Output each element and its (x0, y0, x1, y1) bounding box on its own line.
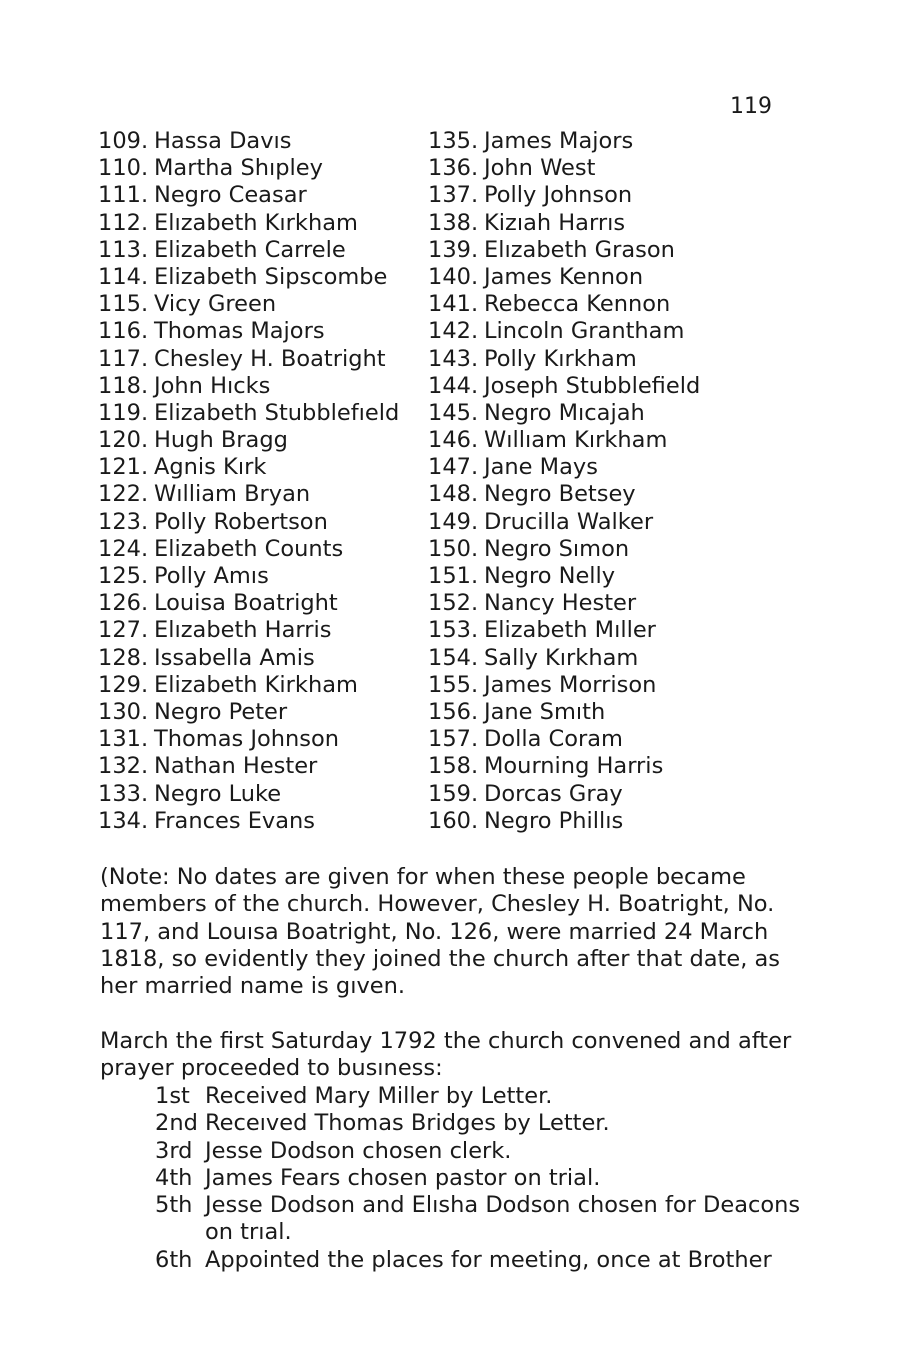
member-name: Nancy Hester (484, 590, 637, 617)
member-entry (428, 427, 700, 454)
member-number: 143. (428, 345, 479, 372)
member-number: 136. (428, 155, 479, 182)
member-entry (428, 182, 700, 209)
member-entry (428, 264, 700, 291)
member-number: 116. (98, 318, 149, 345)
minutes-ordinal: 3rd (155, 1137, 193, 1164)
minutes-item (155, 1083, 815, 1110)
member-number: 119. (98, 399, 149, 426)
member-name: Negro Peter (154, 698, 288, 725)
member-entry (428, 509, 700, 536)
member-number: 112. (98, 209, 149, 236)
member-entry (98, 509, 399, 536)
member-name: Hassa Davıs (154, 128, 292, 154)
member-name: Jane Smıth (484, 698, 606, 725)
member-name: Negro Ceasar (154, 182, 307, 209)
member-number: 126. (98, 590, 149, 617)
member-entry (98, 617, 399, 644)
member-number: 160. (428, 807, 479, 834)
member-number: 111. (98, 182, 149, 209)
member-name: Polly Johnson (484, 182, 633, 209)
member-entry (98, 536, 399, 563)
member-entry (428, 346, 700, 373)
member-number: 148. (428, 481, 479, 508)
member-entry (428, 481, 700, 508)
member-entry (428, 536, 700, 563)
member-number: 114. (98, 263, 149, 290)
member-number: 115. (98, 291, 149, 318)
member-number: 118. (98, 372, 149, 399)
member-number: 135. (428, 128, 479, 154)
member-name: Jane Mays (484, 454, 598, 481)
member-number: 125. (98, 563, 149, 589)
member-number: 151. (428, 563, 479, 589)
member-number: 140. (428, 263, 479, 290)
member-entry (98, 155, 399, 182)
member-number: 142. (428, 318, 479, 345)
minutes-text: Received Mary Miller by Letter. (205, 1083, 553, 1109)
member-entry (98, 427, 399, 454)
member-number: 127. (98, 617, 149, 644)
member-name: Negro Sımon (484, 535, 630, 562)
member-number: 138. (428, 209, 479, 236)
member-name: Elızabeth Harris (154, 617, 332, 644)
minutes-text: Jesse Dodson chosen clerk. (205, 1137, 512, 1164)
minutes-ordinal: 4th (155, 1164, 193, 1191)
member-entry (98, 264, 399, 291)
member-entry (428, 128, 700, 155)
member-entry (98, 210, 399, 237)
member-number: 150. (428, 535, 479, 562)
member-number: 158. (428, 753, 479, 780)
member-entry (98, 400, 399, 427)
member-name: John Hıcks (154, 372, 271, 399)
member-name: Hugh Bragg (154, 427, 288, 454)
member-name: John West (484, 155, 596, 182)
member-number: 147. (428, 454, 479, 481)
minutes-item (155, 1247, 815, 1274)
member-number: 121. (98, 454, 149, 481)
member-name: Chesley H. Boatright (154, 345, 386, 372)
member-name: Rebecca Kennon (484, 291, 671, 318)
member-name: Agnis Kırk (154, 454, 267, 481)
member-entry (428, 645, 700, 672)
member-entry (98, 645, 399, 672)
member-entry (428, 155, 700, 182)
member-name: Thomas Majors (154, 318, 325, 345)
member-number: 145. (428, 399, 479, 426)
minutes-item (155, 1165, 815, 1192)
member-name: Elizabeth Mıller (484, 617, 656, 644)
minutes-ordinal: 1st (155, 1083, 190, 1109)
member-name: Vicy Green (154, 291, 277, 318)
member-number: 123. (98, 508, 149, 535)
member-name: Dolla Coram (484, 726, 623, 753)
member-name: Elızabeth Grason (484, 236, 675, 263)
member-entry (98, 481, 399, 508)
member-name: Negro Mıcajah (484, 399, 645, 426)
member-entry (98, 699, 399, 726)
member-entry (98, 318, 399, 345)
member-name: Negro Betsey (484, 481, 636, 508)
member-name: Elızabeth Kırkham (154, 209, 358, 236)
minutes-list (155, 1083, 815, 1274)
member-name: Negro Luke (154, 780, 282, 807)
member-entry (98, 182, 399, 209)
member-name: Joseph Stubblefield (484, 372, 701, 399)
member-number: 130. (98, 698, 149, 725)
member-entry (98, 454, 399, 481)
member-number: 117. (98, 345, 149, 372)
member-name: James Majors (484, 128, 634, 154)
member-entry (428, 672, 700, 699)
member-entry (98, 726, 399, 753)
member-entry (98, 563, 399, 590)
member-name: Louisa Boatright (154, 590, 338, 617)
member-number: 159. (428, 780, 479, 807)
member-entry (428, 726, 700, 753)
member-entry (428, 563, 700, 590)
member-number: 137. (428, 182, 479, 209)
member-number: 156. (428, 698, 479, 725)
member-number: 146. (428, 427, 479, 454)
member-entry (98, 346, 399, 373)
member-name: Polly Robertson (154, 508, 328, 535)
member-number: 155. (428, 671, 479, 698)
member-number: 139. (428, 236, 479, 263)
member-name: Elizabeth Counts (154, 535, 344, 562)
minutes-item (155, 1110, 815, 1137)
member-number: 149. (428, 508, 479, 535)
member-name: Dorcas Gray (484, 780, 623, 807)
member-number: 133. (98, 780, 149, 807)
member-number: 134. (98, 807, 149, 834)
member-entry (428, 237, 700, 264)
member-name: Elizabeth Carrele (154, 236, 346, 263)
member-name: Nathan Hester (154, 753, 318, 780)
member-number: 153. (428, 617, 479, 644)
member-column-right (428, 128, 700, 835)
member-entry (98, 672, 399, 699)
member-number: 129. (98, 671, 149, 698)
member-number: 110. (98, 155, 149, 182)
member-name: Wıllıam Kırkham (484, 427, 668, 454)
member-name: Issabella Amis (154, 644, 315, 671)
member-number: 122. (98, 481, 149, 508)
member-number: 144. (428, 372, 479, 399)
member-entry (428, 590, 700, 617)
member-number: 141. (428, 291, 479, 318)
member-entry (98, 291, 399, 318)
member-number: 120. (98, 427, 149, 454)
member-name: Negro Nelly (484, 563, 616, 589)
member-number: 131. (98, 726, 149, 753)
member-name: Elizabeth Sipscombe (154, 263, 388, 290)
member-entry (428, 291, 700, 318)
member-name: James Kennon (484, 263, 644, 290)
minutes-ordinal: 2nd (155, 1110, 198, 1137)
member-name: Lincoln Grantham (484, 318, 685, 345)
member-entry (428, 753, 700, 780)
member-column-left (98, 128, 399, 835)
member-name: Negro Phillıs (484, 807, 624, 834)
member-entry (98, 781, 399, 808)
member-entry (98, 590, 399, 617)
minutes-text: Jesse Dodson and Elısha Dodson chosen for Deacons on trıal. (205, 1192, 801, 1246)
minutes-intro: March the first Saturday 1792 the church convened and after prayer proceeded to busıness: (100, 1028, 792, 1082)
minutes-text: Receıved Thomas Bridges by Letter. (205, 1110, 610, 1137)
member-name: Sally Kırkham (484, 644, 639, 671)
member-entry (428, 699, 700, 726)
member-name: Polly Amıs (154, 563, 269, 589)
member-name: Martha Shıpley (154, 155, 323, 182)
member-entry (98, 753, 399, 780)
minutes-item (155, 1192, 815, 1247)
minutes-item (155, 1138, 815, 1165)
member-number: 157. (428, 726, 479, 753)
member-name: Wılliam Bryan (154, 481, 311, 508)
member-entry (428, 210, 700, 237)
minutes-ordinal: 6th (155, 1246, 193, 1273)
member-number: 109. (98, 128, 149, 154)
member-name: James Morrison (484, 671, 657, 698)
member-number: 132. (98, 753, 149, 780)
member-entry (98, 373, 399, 400)
member-entry (428, 808, 700, 835)
member-entry (98, 808, 399, 835)
member-name: Elizabeth Kirkham (154, 671, 358, 698)
member-number: 124. (98, 535, 149, 562)
member-name: Kizıah Harrıs (484, 209, 626, 236)
minutes-ordinal: 5th (155, 1192, 193, 1219)
member-entry (428, 617, 700, 644)
member-entry (98, 128, 399, 155)
page-number: 119 (730, 94, 772, 119)
member-name: Elizabeth Stubblefıeld (154, 399, 400, 426)
member-entry (428, 318, 700, 345)
member-entry (428, 454, 700, 481)
member-name: Mourning Harris (484, 753, 664, 780)
member-name: Thomas Johnson (154, 726, 340, 753)
member-number: 152. (428, 590, 479, 617)
member-entry (428, 400, 700, 427)
member-entry (428, 373, 700, 400)
member-entry (98, 237, 399, 264)
member-entry (428, 781, 700, 808)
minutes-text: James Fears chosen pastor on trial. (205, 1164, 601, 1191)
note-paragraph: (Note: No dates are given for when these people became members of the church. However, Chesley H. Boatright, No. 117, and Louısa Boatright, No. 126, were married 24 March 1818, so evidently they joined the church after that date, as her married name is gıven. (100, 864, 781, 1000)
member-name: Drucilla Walker (484, 508, 654, 535)
minutes-text: Appointed the places for meeting, once at Brother (205, 1246, 772, 1273)
member-number: 128. (98, 644, 149, 671)
member-number: 154. (428, 644, 479, 671)
member-number: 113. (98, 236, 149, 263)
member-name: Frances Evans (154, 807, 315, 834)
member-name: Polly Kırkham (484, 345, 637, 372)
